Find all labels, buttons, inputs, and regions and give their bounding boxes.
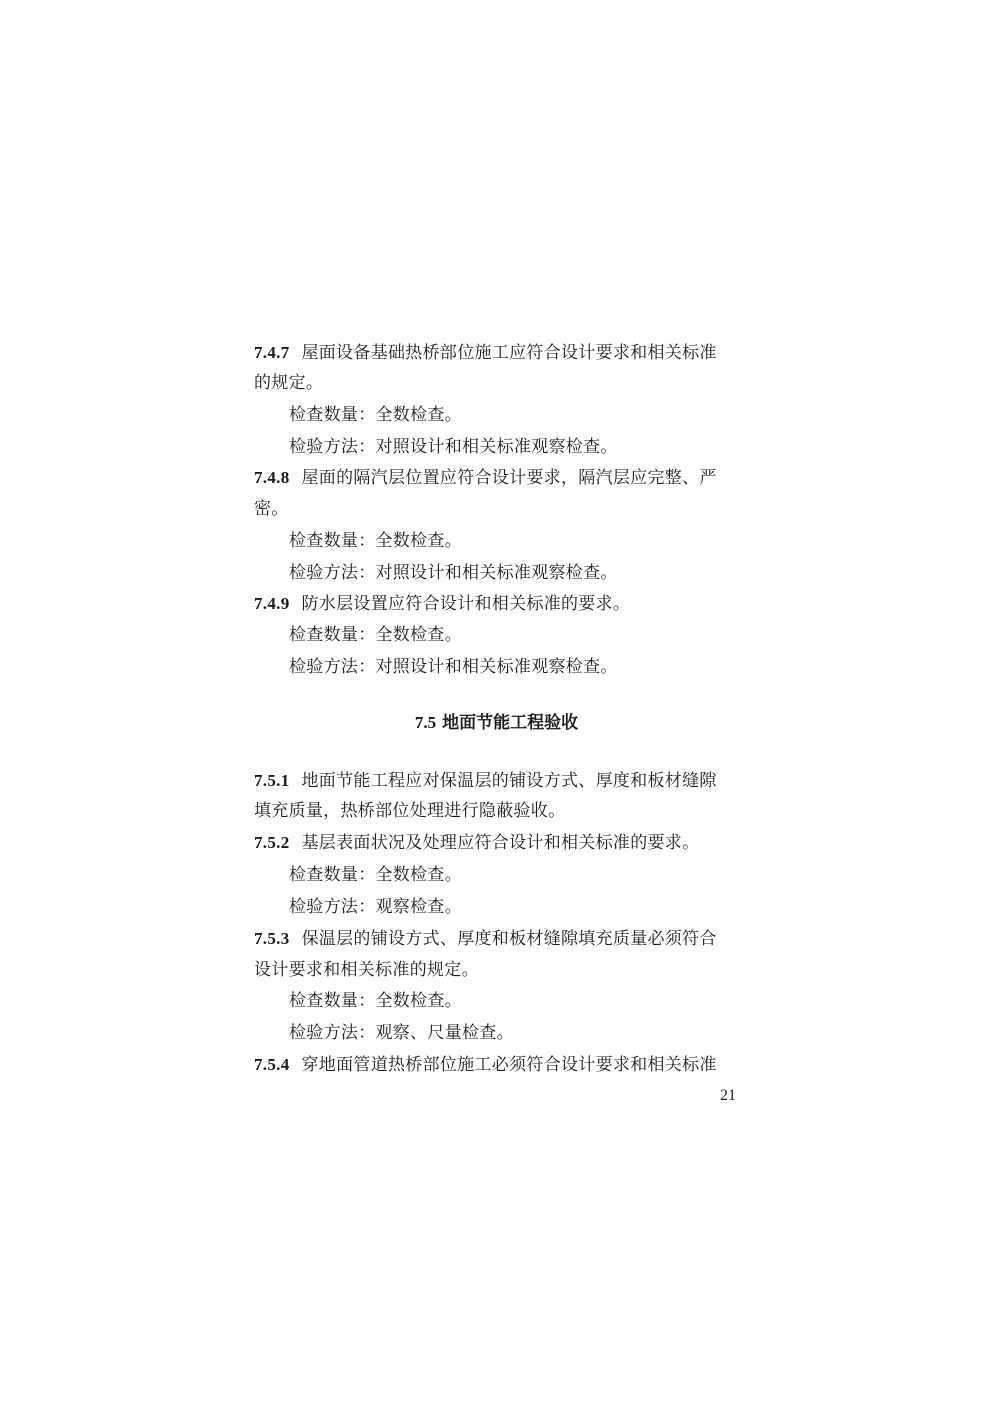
clause-7-5-4-line1 <box>254 1054 717 1076</box>
clause-text: 屋面设备基础热桥部位施工应符合设计要求和相关标准 <box>301 343 717 363</box>
clause-7-5-2-check-method: 检验方法：观察检查。 <box>289 897 462 917</box>
clause-7-4-8-check-quantity: 检查数量：全数检查。 <box>289 531 462 551</box>
clause-7-4-7-check-quantity: 检查数量：全数检查。 <box>289 405 462 425</box>
clause-7-4-7-check-method: 检验方法：对照设计和相关标准观察检查。 <box>289 437 618 457</box>
page-number: 21 <box>720 1087 736 1104</box>
clause-number: 7.5.4 <box>254 1055 290 1074</box>
clause-7-5-3-check-method: 检验方法：观察、尺量检查。 <box>289 1023 514 1043</box>
clause-number: 7.5.2 <box>254 833 290 852</box>
clause-text: 穿地面管道热桥部位施工必须符合设计要求和相关标准 <box>301 1055 717 1075</box>
clause-number: 7.5.3 <box>254 929 290 948</box>
clause-text: 保温层的铺设方式、厚度和板材缝隙填充质量必须符合 <box>301 929 717 949</box>
clause-number: 7.4.9 <box>254 594 290 613</box>
clause-text: 基层表面状况及处理应符合设计和相关标准的要求。 <box>301 833 700 853</box>
clause-7-4-9-line1 <box>254 593 630 615</box>
clause-7-4-8-line1 <box>254 467 717 489</box>
clause-7-5-1-line1 <box>254 770 717 792</box>
clause-7-5-2-check-quantity: 检查数量：全数检查。 <box>289 865 462 885</box>
clause-7-5-3-line1 <box>254 928 717 950</box>
section-number: 7.5 <box>414 713 437 732</box>
section-heading <box>0 712 993 734</box>
clause-7-4-9-check-method: 检验方法：对照设计和相关标准观察检查。 <box>289 657 618 677</box>
clause-7-4-7-line1 <box>254 342 717 364</box>
clause-7-5-3-line2: 设计要求和相关标准的规定。 <box>254 960 479 980</box>
clause-text: 防水层设置应符合设计和相关标准的要求。 <box>301 594 631 614</box>
section-title: 地面节能工程验收 <box>442 713 579 733</box>
clause-7-5-3-check-quantity: 检查数量：全数检查。 <box>289 991 462 1011</box>
clause-7-5-2-line1 <box>254 832 699 854</box>
clause-7-4-7-line2: 的规定。 <box>254 373 324 393</box>
clause-text: 屋面的隔汽层位置应符合设计要求，隔汽层应完整、严 <box>301 468 717 488</box>
clause-number: 7.5.1 <box>254 771 290 790</box>
clause-7-4-8-check-method: 检验方法：对照设计和相关标准观察检查。 <box>289 563 618 583</box>
clause-number: 7.4.8 <box>254 468 290 487</box>
clause-7-5-1-line2: 填充质量，热桥部位处理进行隐蔽验收。 <box>254 801 566 821</box>
clause-7-4-9-check-quantity: 检查数量：全数检查。 <box>289 625 462 645</box>
clause-7-4-8-line2: 密。 <box>254 499 289 519</box>
clause-number: 7.4.7 <box>254 343 290 362</box>
clause-text: 地面节能工程应对保温层的铺设方式、厚度和板材缝隙 <box>301 771 717 791</box>
